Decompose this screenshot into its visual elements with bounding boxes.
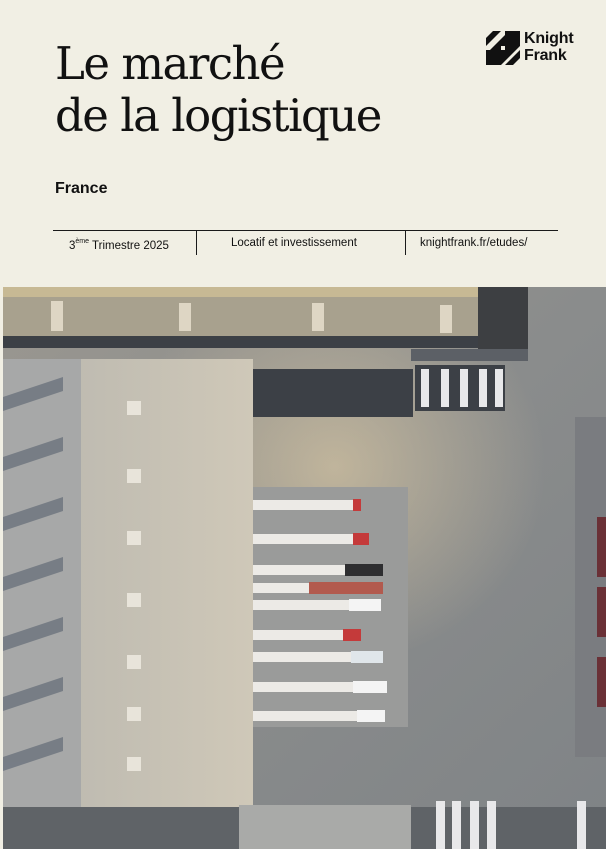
info-separator (405, 231, 406, 255)
report-url: knightfrank.fr/etudes/ (420, 237, 528, 249)
knight-frank-logo (486, 30, 586, 70)
country-label: France (55, 180, 108, 197)
title-line-1: Le marché (55, 37, 285, 90)
period-suffix: ème (75, 238, 90, 245)
knight-frank-logo-icon (486, 31, 520, 65)
report-title (55, 38, 381, 142)
report-period (69, 231, 169, 255)
aerial-warehouse-photo (3, 287, 606, 849)
brand-name-line-2: Frank (524, 47, 567, 64)
info-bar (53, 230, 558, 255)
period-rest: Trimestre 2025 (89, 239, 169, 252)
brand-name-line-1: Knight (524, 30, 574, 47)
info-separator (196, 231, 197, 255)
title-line-2: de la logistique (55, 89, 381, 142)
period-number: 3 (69, 239, 76, 252)
report-topic: Locatif et investissement (231, 237, 357, 249)
brand-name (524, 30, 573, 64)
